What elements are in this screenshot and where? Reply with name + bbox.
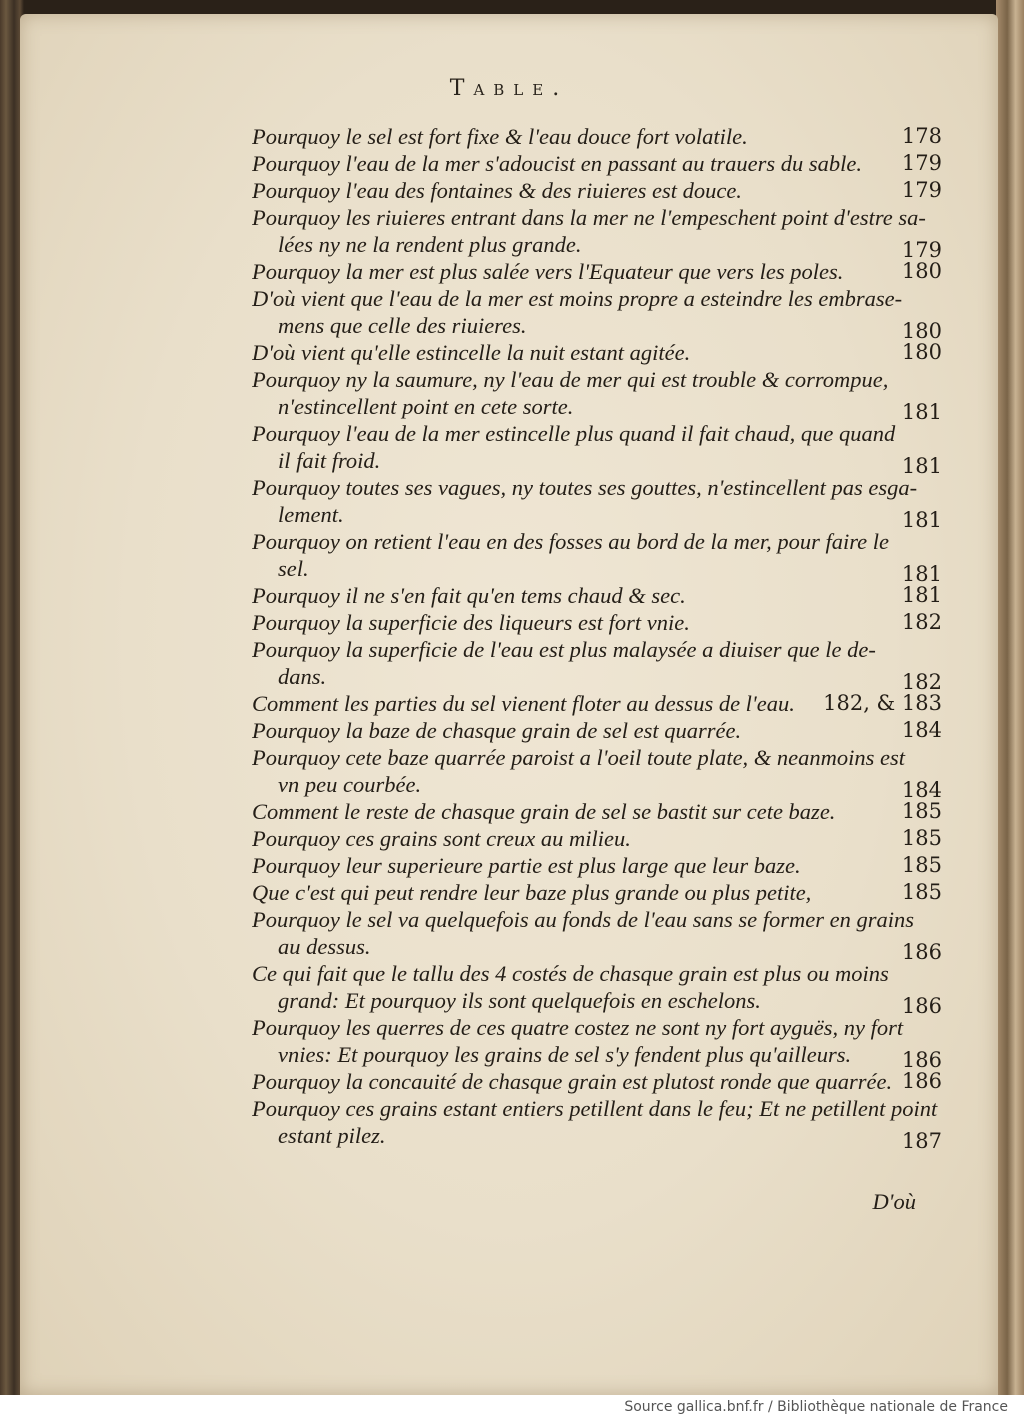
entry-text: Ce qui fait que le tallu des 4 costés de chasque grain est plus ou moins	[252, 961, 889, 986]
page-number: 186	[901, 994, 942, 1018]
toc-entry	[252, 582, 942, 609]
entry-text: Pourquoy on retient l'eau en des fosses au bord de la mer, pour faire le	[252, 529, 890, 554]
page-number: 181	[901, 454, 942, 478]
toc-entry	[252, 798, 942, 825]
entry-text-continued: vnies: Et pourquoy les grains de sel s'y fendent plus qu'ailleurs.	[278, 1042, 852, 1067]
page-number: 181	[901, 583, 942, 607]
entry-text: Pourquoy la superficie des liqueurs est fort vnie.	[252, 610, 690, 635]
entry-text-continued: vn peu courbée.	[278, 772, 422, 797]
toc-entry	[252, 906, 942, 964]
entry-text: Pourquoy l'eau des fontaines & des riuieres est douce.	[252, 178, 742, 203]
page-number: 186	[901, 1069, 942, 1093]
toc-entry	[252, 1068, 942, 1095]
entry-text-continued: dans.	[278, 664, 327, 689]
toc-entry	[252, 852, 942, 879]
toc-entry	[252, 1095, 942, 1153]
page-number: 184	[901, 778, 942, 802]
page-number: 184	[901, 718, 942, 742]
entry-text-continued: sel.	[278, 556, 309, 581]
toc-entry	[252, 744, 942, 802]
toc-entry	[252, 474, 942, 532]
page-number: 185	[901, 853, 942, 877]
table-of-contents	[252, 123, 942, 1153]
page-number: 182	[901, 670, 942, 694]
entry-text: Pourquoy la superficie de l'eau est plus malaysée a diuiser que le de-	[252, 637, 876, 662]
entry-text: Pourquoy l'eau de la mer s'adoucist en passant au trauers du sable.	[252, 151, 862, 176]
entry-text-continued: estant pilez.	[278, 1123, 386, 1148]
page-number: 179	[901, 238, 942, 262]
entry-text: D'où vient qu'elle estincelle la nuit estant agitée.	[252, 340, 691, 365]
page-edge	[996, 0, 1024, 1395]
entry-text-continued: lées ny ne la rendent plus grande.	[278, 232, 582, 257]
entry-text-continued: n'estincellent point en cete sorte.	[278, 394, 574, 419]
page-number: 180	[901, 259, 942, 283]
source-credit: Source gallica.bnf.fr / Bibliothèque nationale de France	[624, 1399, 1008, 1415]
toc-entry	[252, 258, 942, 285]
book-page	[20, 14, 998, 1395]
entry-text: Pourquoy le sel va quelquefois au fonds de l'eau sans se former en grains	[252, 907, 915, 932]
page-header: Table.	[449, 76, 569, 101]
entry-text: Pourquoy la mer est plus salée vers l'Equateur que vers les poles.	[252, 259, 844, 284]
page-number: 186	[901, 940, 942, 964]
entry-text: Pourquoy toutes ses vagues, ny toutes ses gouttes, n'estincellent pas esga-	[252, 475, 918, 500]
toc-entry	[252, 366, 942, 424]
toc-entry	[252, 690, 942, 717]
entry-text-continued: au dessus.	[278, 934, 371, 959]
entry-text: Pourquoy la baze de chasque grain de sel est quarrée.	[252, 718, 742, 743]
page-number: 182	[901, 610, 942, 634]
toc-entry	[252, 420, 942, 478]
entry-text-continued: grand: Et pourquoy ils sont quelquefois en eschelons.	[278, 988, 761, 1013]
toc-entry	[252, 825, 942, 852]
catchword: D'où	[872, 1189, 916, 1214]
toc-entry	[252, 879, 942, 906]
toc-entry	[252, 285, 942, 343]
toc-entry	[252, 177, 942, 204]
entry-text: Que c'est qui peut rendre leur baze plus grande ou plus petite,	[252, 880, 812, 905]
entry-text: D'où vient que l'eau de la mer est moins propre a esteindre les embrase-	[252, 286, 903, 311]
entry-text: Pourquoy leur superieure partie est plus large que leur baze.	[252, 853, 801, 878]
entry-text: Comment les parties du sel vienent floter au dessus de l'eau.	[252, 691, 795, 716]
page-number: 185	[901, 826, 942, 850]
entry-text: Pourquoy ces grains estant entiers petillent dans le feu; Et ne petillent point	[252, 1096, 938, 1121]
entry-text: Pourquoy la concauité de chasque grain est plutost ronde que quarrée.	[252, 1069, 893, 1094]
toc-entry	[252, 528, 942, 586]
entry-text: Pourquoy l'eau de la mer estincelle plus quand il fait chaud, que quand	[252, 421, 896, 446]
page-number: 181	[901, 508, 942, 532]
toc-entry	[252, 609, 942, 636]
page-number: 180	[901, 319, 942, 343]
entry-text: Pourquoy le sel est fort fixe & l'eau douce fort volatile.	[252, 124, 748, 149]
page-number: 185	[901, 880, 942, 904]
page-number: 179	[901, 151, 942, 175]
page-number: 181	[901, 562, 942, 586]
entry-text: Pourquoy cete baze quarrée paroist a l'oeil toute plate, & neanmoins est	[252, 745, 906, 770]
entry-text: Pourquoy ny la saumure, ny l'eau de mer qui est trouble & corrompue,	[252, 367, 889, 392]
page-number: 187	[901, 1129, 942, 1153]
toc-entry	[252, 636, 942, 694]
toc-entry	[252, 1014, 942, 1072]
toc-entry	[252, 123, 942, 150]
entry-text: Pourquoy les querres de ces quatre costez ne sont ny fort ayguës, ny fort	[252, 1015, 904, 1040]
toc-entry	[252, 204, 942, 262]
page-number: 185	[901, 799, 942, 823]
entry-text: Pourquoy ces grains sont creux au milieu.	[252, 826, 631, 851]
entry-text: Pourquoy il ne s'en fait qu'en tems chaud & sec.	[252, 583, 686, 608]
entry-text-continued: mens que celle des riuieres.	[278, 313, 527, 338]
entry-text: Pourquoy les riuieres entrant dans la mer ne l'empeschent point d'estre sa-	[252, 205, 926, 230]
toc-entry	[252, 150, 942, 177]
footer-bar	[0, 1395, 1024, 1423]
entry-text-continued: il fait froid.	[278, 448, 381, 473]
entry-text: Comment le reste de chasque grain de sel se bastit sur cete baze.	[252, 799, 836, 824]
entry-text-continued: lement.	[278, 502, 344, 527]
page-number: 179	[901, 178, 942, 202]
toc-entry	[252, 960, 942, 1018]
page-number: 181	[901, 400, 942, 424]
page-number: 178	[901, 124, 942, 148]
toc-entry	[252, 717, 942, 744]
page-number: 182, & 183	[823, 691, 942, 715]
toc-entry	[252, 339, 942, 366]
page-number: 180	[901, 340, 942, 364]
page-number: 186	[901, 1048, 942, 1072]
